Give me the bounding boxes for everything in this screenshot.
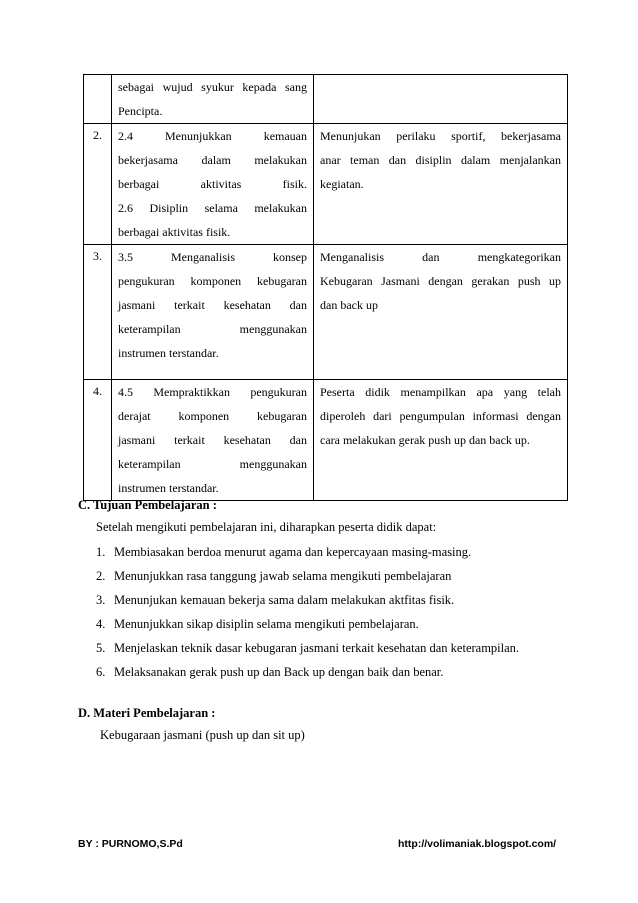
cell-line: 4.5 Mempraktikkan pengukuran — [118, 385, 307, 399]
list-item — [96, 612, 519, 636]
list-item-number: 5. — [96, 641, 106, 655]
cell-line: 2.4 Menunjukkan kemauan — [118, 129, 307, 143]
cell-line: berbagai aktivitas fisik. — [118, 225, 231, 239]
list-item-text: Melaksanakan gerak push up dan Back up dengan baik dan benar. — [114, 665, 444, 679]
cell-line: berbagai aktivitas fisik. — [118, 177, 307, 191]
cell-line: jasmani terkait kesehatan dan — [118, 298, 307, 312]
footer-author: BY : PURNOMO,S.Pd — [78, 838, 183, 850]
list-item — [96, 540, 519, 564]
cell-line: bekerjasama dalam melakukan — [118, 153, 307, 167]
list-item-text: Menunjukkan sikap disiplin selama mengikuti pembelajaran. — [114, 617, 419, 631]
list-item — [96, 588, 519, 612]
cell-line: kegiatan. — [320, 177, 364, 191]
list-item — [96, 636, 519, 660]
section-c-intro: Setelah mengikuti pembelajaran ini, diharapkan peserta didik dapat: — [96, 520, 437, 534]
cell-line: Pencipta. — [118, 104, 163, 118]
cell-line: cara melakukan gerak push up dan back up. — [320, 433, 530, 447]
cell-line: 3.5 Menganalisis konsep — [118, 250, 307, 264]
indicator-cell — [314, 124, 568, 245]
list-item-text: Menjelaskan teknik dasar kebugaran jasmani terkait kesehatan dan keterampilan. — [114, 641, 520, 655]
list-item-text: Membiasakan berdoa menurut agama dan kepercayaan masing-masing. — [114, 545, 472, 559]
row-number: 4. — [84, 380, 112, 501]
table-row — [84, 245, 568, 380]
row-number — [84, 75, 112, 124]
cell-line: Menganalisis dan mengkategorikan — [320, 250, 561, 264]
table-row — [84, 75, 568, 124]
list-item-text: Menunjukan kemauan bekerja sama dalam melakukan aktfitas fisik. — [114, 593, 455, 607]
cell-line: keterampilan menggunakan — [118, 322, 307, 336]
list-item — [96, 660, 519, 684]
indicator-cell — [314, 245, 568, 380]
cell-line: instrumen terstandar. — [118, 481, 219, 495]
table-row — [84, 380, 568, 501]
cell-line: Kebugaran Jasmani dengan gerakan push up — [320, 274, 561, 288]
list-item-number: 2. — [96, 569, 106, 583]
cell-line: diperoleh dari pengumpulan informasi dengan — [320, 409, 561, 423]
row-number: 3. — [84, 245, 112, 380]
cell-line: 2.6 Disiplin selama melakukan — [118, 201, 307, 215]
cell-line: instrumen terstandar. — [118, 346, 219, 360]
section-d-body: Kebugaraan jasmani (push up dan sit up) — [100, 728, 305, 742]
list-item — [96, 564, 519, 588]
list-item-number: 4. — [96, 617, 106, 631]
kd-indicator-table — [83, 74, 568, 501]
list-item-text: Menunjukkan rasa tanggung jawab selama mengikuti pembelajaran — [114, 569, 452, 583]
indicator-cell — [314, 380, 568, 501]
indicator-cell — [314, 75, 568, 124]
section-d-title: D. Materi Pembelajaran : — [78, 706, 216, 720]
cell-line: keterampilan menggunakan — [118, 457, 307, 471]
competency-cell — [112, 380, 314, 501]
list-item-number: 6. — [96, 665, 106, 679]
cell-line: Menunjukan perilaku sportif, bekerjasama — [320, 129, 561, 143]
competency-cell — [112, 124, 314, 245]
competency-cell — [112, 75, 314, 124]
learning-goals-list — [96, 540, 519, 684]
cell-line: anar teman dan disiplin dalam menjalankan — [320, 153, 561, 167]
cell-line: Peserta didik menampilkan apa yang telah — [320, 385, 561, 399]
section-c-title: C. Tujuan Pembelajaran : — [78, 498, 217, 512]
cell-line: jasmani terkait kesehatan dan — [118, 433, 307, 447]
competency-cell — [112, 245, 314, 380]
list-item-number: 1. — [96, 545, 106, 559]
table-row — [84, 124, 568, 245]
row-number: 2. — [84, 124, 112, 245]
list-item-number: 3. — [96, 593, 106, 607]
cell-line: pengukuran komponen kebugaran — [118, 274, 307, 288]
cell-line: sebagai wujud syukur kepada sang — [118, 80, 307, 94]
cell-line: dan back up — [320, 298, 378, 312]
footer-url: http://volimaniak.blogspot.com/ — [398, 838, 557, 850]
cell-line: derajat komponen kebugaran — [118, 409, 307, 423]
